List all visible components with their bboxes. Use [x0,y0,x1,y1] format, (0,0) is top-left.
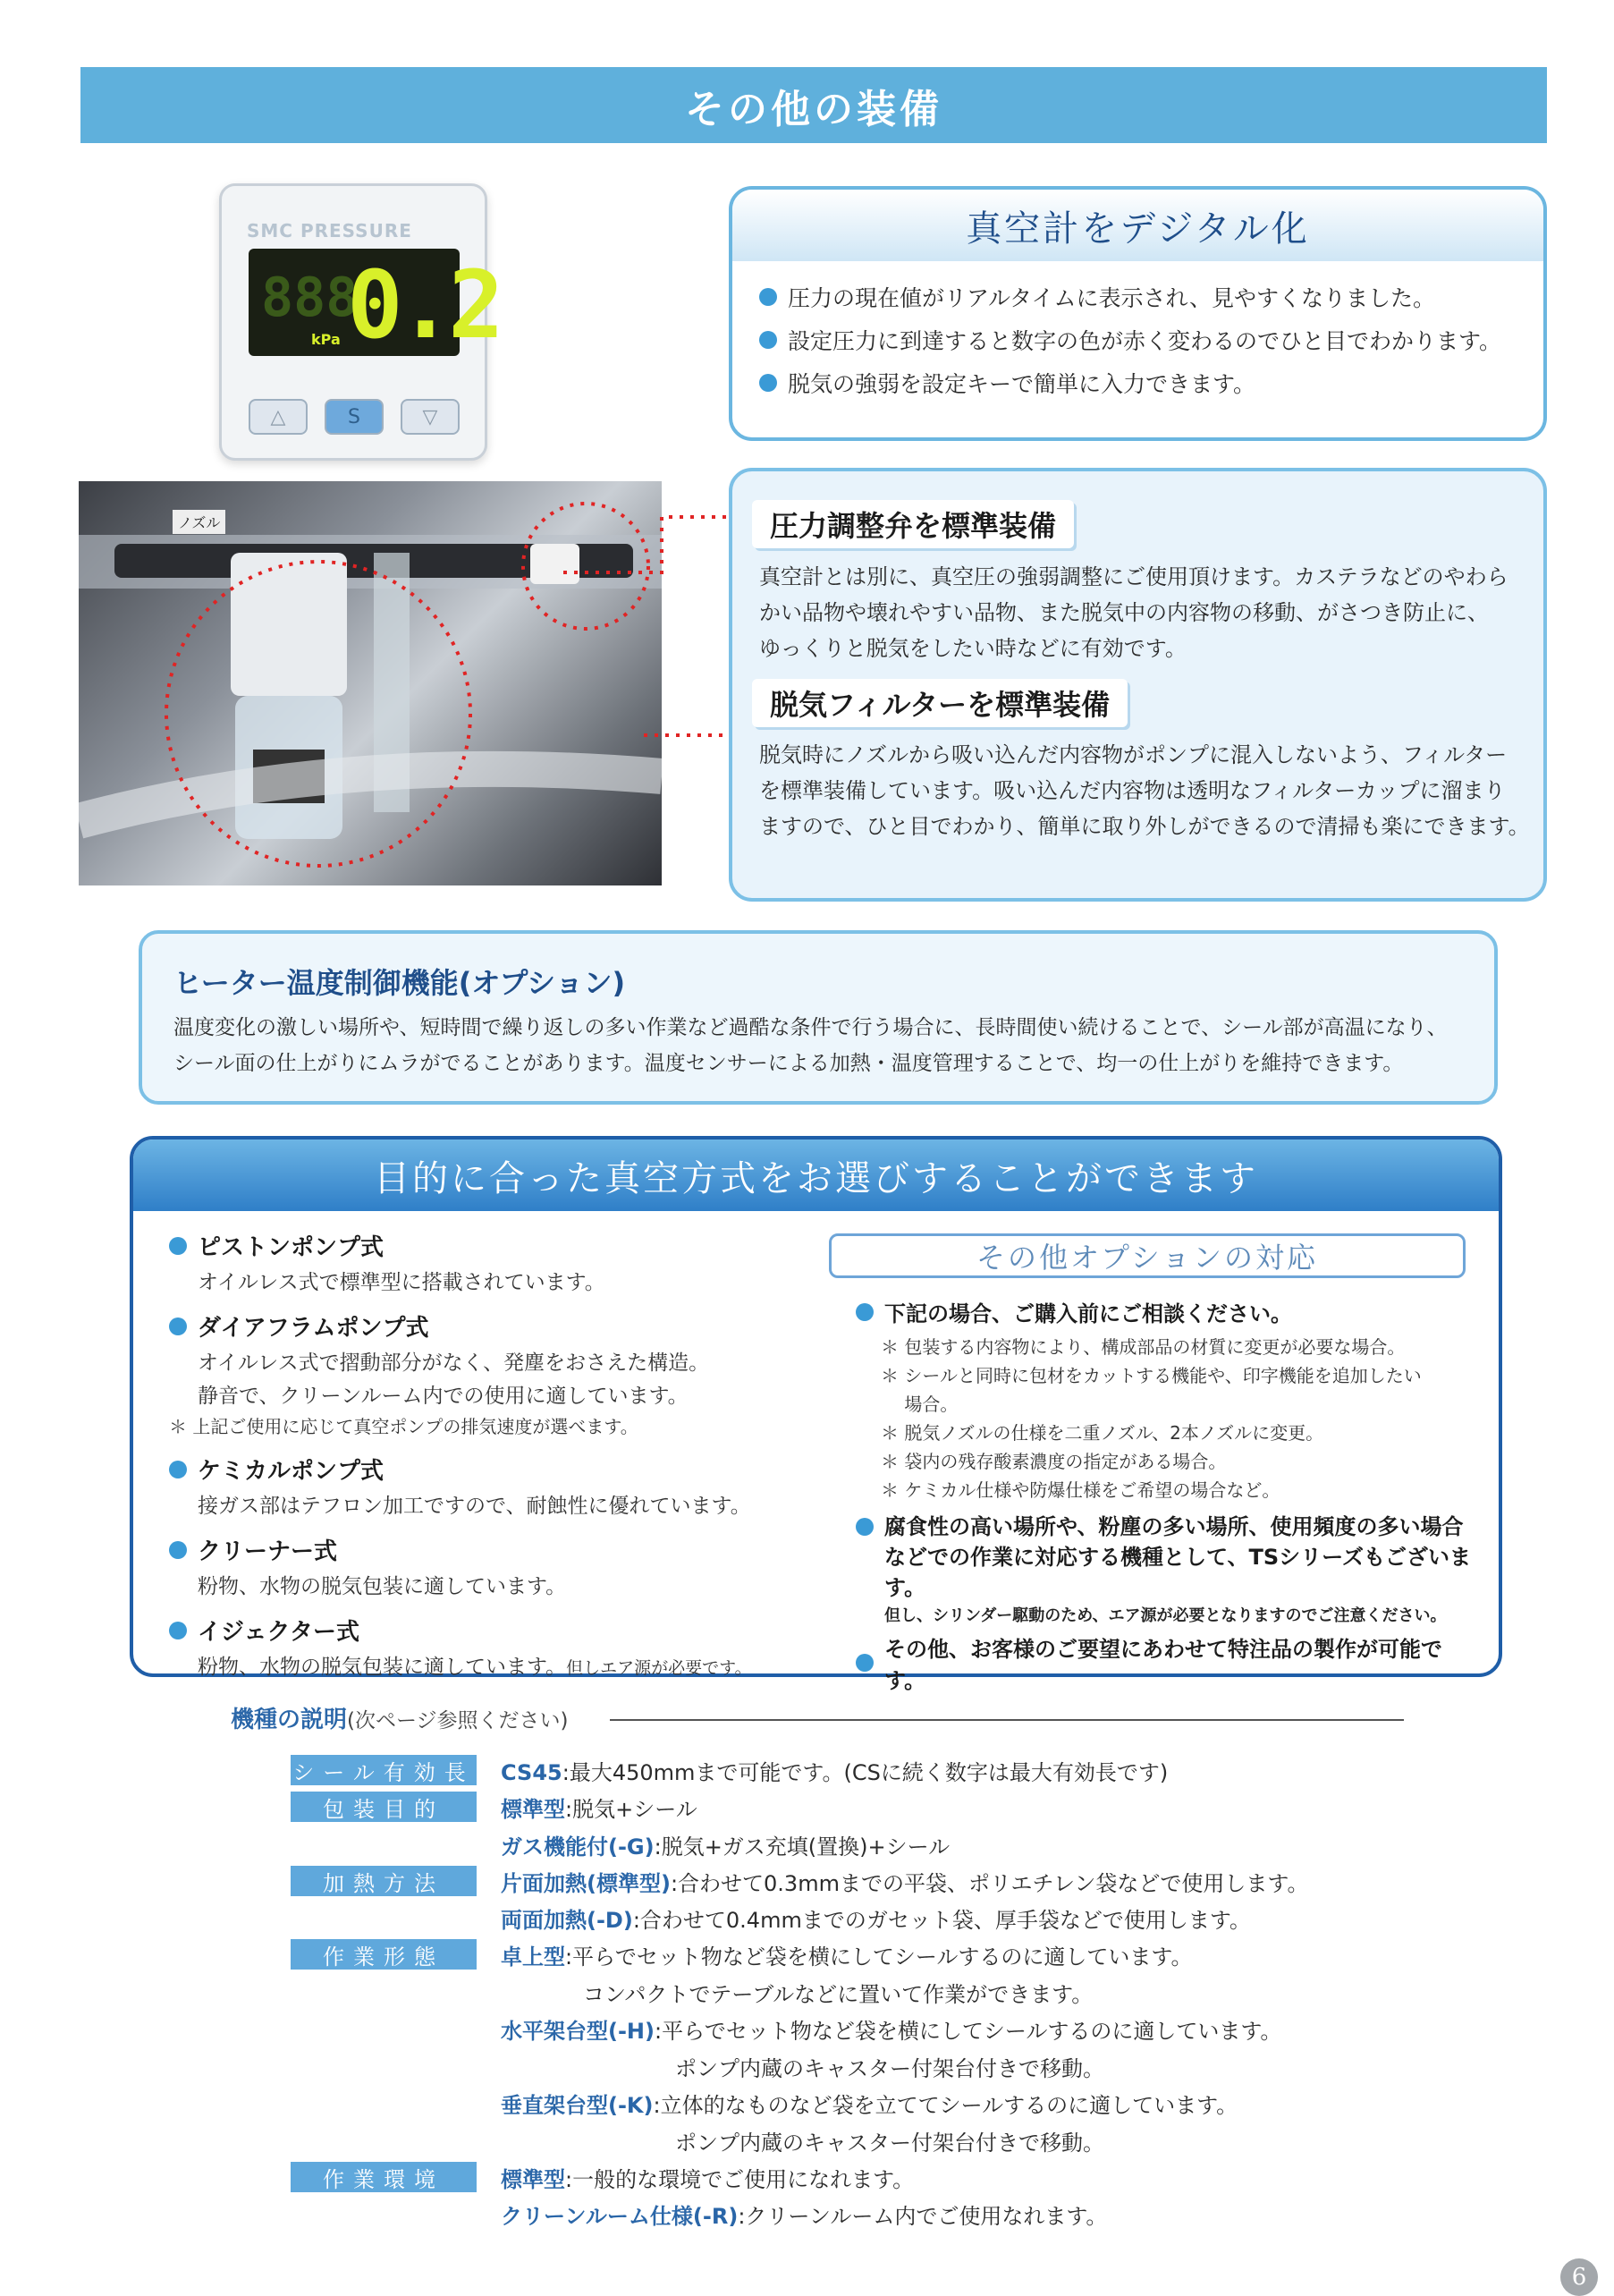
vacuum-method-section [130,1136,1502,1693]
heater-section [139,930,1498,1105]
heater-heading: ヒーター温度制御機能(オプション) [173,966,626,1000]
digital-bullet: 圧力の現在値がリアルタイムに表示され、見やすくなりました。 [759,281,1435,313]
gauge-down-button: ▽ [401,399,460,435]
gauge-display [249,249,499,360]
method-desc: オイルレス式で標準型に搭載されています。 [198,1271,605,1294]
valve-description: 真空計とは別に、真空圧の強弱調整にご使用頂けます。カステラなどのやわら かい品物や壊れやすい品物、また脱気中の内容物の移動、がさつき防止に、 ゆっくりと脱気をしたい時などに有効です。 [759,564,1508,661]
bullet-icon [759,331,777,349]
options-ts-series: 腐食性の高い場所や、粉塵の多い場所、使用頻度の多い場合 などでの作業に対応する機種として、TSシリーズもございま す。 [856,1512,1482,1603]
options-custom: その他、お客様のご要望にあわせて特注品の製作が可能です。 [856,1631,1482,1694]
bullet-icon [169,1541,187,1559]
bullet-icon [759,374,777,392]
method-desc: 接ガス部はテフロン加工ですので、耐蝕性に優れています。 [198,1495,751,1518]
spec-row: 卓上型:平らでセット物など袋を横にしてシールするのに適しています。 [501,1944,1193,1970]
label-heating-method: 加熱方法 [291,1866,477,1896]
valve-heading: 圧力調整弁を標準装備 [752,500,1074,548]
digital-gauge-heading: 真空計をデジタル化 [732,190,1543,261]
gauge-value: 0.2 [347,250,499,360]
bullet-icon [169,1622,187,1639]
spec-row: CS45:最大450mmまで可能です。(CSに続く数字は最大有効長です) [501,1760,1169,1785]
options-heading: その他オプションの対応 [829,1233,1466,1278]
method-title: ピストンポンプ式 [169,1229,813,1262]
spec-row: 水平架台型(-H):平らでセット物など袋を横にしてシールするのに適しています。 [501,2019,1282,2044]
page-title: その他の装備 [80,67,1547,143]
spec-row: コンパクトでテーブルなどに置いて作業ができます。 [583,1982,1094,2007]
spec-row: 両面加熱(-D):合わせて0.4mmまでのガセット袋、厚手袋などで使用します。 [501,1908,1251,1933]
options-list [856,1296,1482,1694]
label-work-form: 作業形態 [291,1939,477,1970]
spec-row: 片面加熱(標準型):合わせて0.3mmまでの平袋、ポリエチレン袋などで使用します。 [501,1871,1309,1896]
label-packaging-purpose: 包装目的 [291,1792,477,1822]
method-desc: オイルレス式で摺動部分がなく、発塵をおさえた構造。 [198,1351,710,1375]
callout-lines [563,501,751,742]
valve-filter-section [729,468,1547,902]
method-desc: 静音で、クリーンルーム内での使用に適しています。 [198,1385,689,1408]
spec-row: ガス機能付(-G):脱気+ガス充填(置換)+シール [501,1834,951,1860]
method-title: クリーナー式 [169,1533,813,1566]
bullet-icon [856,1518,874,1536]
method-title: ダイアフラムポンプ式 [169,1309,813,1343]
bullet-icon [169,1237,187,1255]
digital-bullet: 脱気の強弱を設定キーで簡単に入力できます。 [759,367,1255,399]
filter-description: 脱気時にノズルから吸い込んだ内容物がポンプに混入しないよう、フィルター を標準装備しています。吸い込んだ内容物は透明なフィルターカップに溜まり ますので、ひと目でわかり、簡単に取り外しができるので清掃も楽にできます。 [759,742,1530,839]
spec-row: ポンプ内蔵のキャスター付架台付きで移動。 [675,2056,1104,2081]
divider [610,1719,1404,1721]
spec-row: クリーンルーム仕様(-R):クリーンルーム内でご使用なれます。 [501,2204,1108,2229]
digital-gauge-section [729,186,1547,441]
method-title: イジェクター式 [169,1614,813,1647]
method-note: ＊ 上記ご使用に応じて真空ポンプの排気速度が選べます。 [169,1416,638,1437]
bullet-icon [169,1317,187,1335]
label-seal-length: シール有効長 [291,1755,477,1785]
digital-bullet: 設定圧力に到達すると数字の色が赤く変わるのでひと目でわかります。 [759,324,1501,356]
spec-row: 垂直架台型(-K):立体的なものなど袋を立ててシールするのに適しています。 [501,2093,1238,2118]
gauge-ghost-digits: 888 [261,267,359,329]
method-desc: 粉物、水物の脱気包装に適しています。 [198,1575,567,1598]
gauge-set-button: S [325,399,384,435]
bullet-icon [856,1303,874,1321]
spec-row: 標準型:脱気+シール [501,1797,697,1822]
heater-description: 温度変化の激しい場所や、短時間で繰り返しの多い作業など過酷な条件で行う場合に、長時間使い続けることで、シール部が高温になり、 シール面の仕上がりにムラがでることがあります。温度センサーによる加熱・温度管理することで、均一の仕上がりを維持できます。 [173,1016,1448,1075]
spec-row: 標準型:一般的な環境でご使用になれます。 [501,2167,915,2192]
gauge-up-button: △ [249,399,308,435]
spec-row: ポンプ内蔵のキャスター付架台付きで移動。 [675,2131,1104,2156]
nozzle-label: ノズル [173,510,225,534]
label-work-environment: 作業環境 [291,2162,477,2192]
options-consult: 下記の場合、ご購入前にご相談ください。 [856,1296,1482,1327]
gauge-brand-label: SMC PRESSURE [247,220,412,241]
model-description-title: 機種の説明(次ページ参照ください) [231,1707,569,1733]
bullet-icon [169,1461,187,1478]
digital-pressure-gauge-image [219,183,499,461]
method-title: ケミカルポンプ式 [169,1453,813,1486]
method-desc: 粉物、水物の脱気包装に適しています。但しエア源が必要です。 [198,1656,752,1679]
page-number: 6 [1560,2258,1598,2296]
vacuum-method-heading: 目的に合った真空方式をお選びすることができます [133,1140,1499,1211]
vacuum-methods-list [169,1229,813,1680]
options-ts-note: 但し、シリンダー駆動のため、エア源が必要となりますのでご注意ください。 [884,1606,1447,1625]
filter-heading: 脱気フィルターを標準装備 [752,679,1128,727]
bullet-icon [856,1654,874,1672]
bullet-icon [759,288,777,306]
options-consult-items: ＊ 包装する内容物により、構成部品の材質に変更が必要な場合。 ＊ シールと同時に包材をカットする機能や、印字機能を追加したい 場合。 ＊ 脱気ノズルの仕様を二重ノズル、2本ノズルに変更。 ＊ 袋内の残存酸素濃度の指定がある場合。 ＊ ケミカル仕様や防爆仕様をご希望の場合など。 [881,1336,1422,1501]
gauge-unit: kPa [311,331,341,348]
